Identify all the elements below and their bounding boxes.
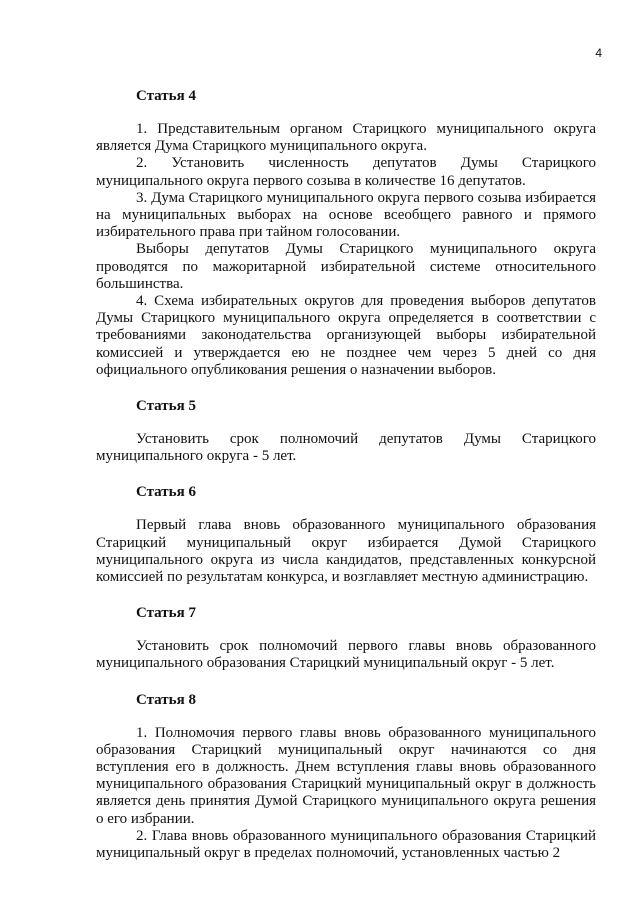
paragraph: 1. Представительным органом Старицкого муниципального округа является Дума Старицкого муниципального округа. <box>96 121 596 155</box>
page-number: 4 <box>595 46 602 60</box>
article-title: Статья 8 <box>136 691 196 708</box>
paragraph: 1. Полномочия первого главы вновь образованного муниципального образования Старицкий муниципальный округ начинаются со дня вступления его в должность. Днем вступления главы вновь образованного муниципального образования Старицкий муниципальный округ в должность является день принятия Думой Старицкого муниципального округа решения о его избрании. <box>96 724 596 827</box>
paragraph: 2. Установить численность депутатов Думы Старицкого муниципального округа первого созыва в количестве 16 депутатов. <box>96 155 596 189</box>
article-5 <box>96 398 596 465</box>
article-title: Статья 6 <box>136 484 196 501</box>
paragraph: Установить срок полномочий депутатов Думы Старицкого муниципального округа - 5 лет. <box>96 431 596 465</box>
article-7 <box>96 605 596 672</box>
paragraph: Установить срок полномочий первого главы вновь образованного муниципального образования Старицкий муниципальный округ - 5 лет. <box>96 638 596 672</box>
article-8 <box>96 692 596 863</box>
article-title: Статья 4 <box>136 88 196 104</box>
article-6 <box>96 484 596 586</box>
article-4 <box>96 88 596 379</box>
paragraph: Выборы депутатов Думы Старицкого муниципального округа проводятся по мажоритарной избирательной системе относительного большинства. <box>96 241 596 292</box>
paragraph: 4. Схема избирательных округов для проведения выборов депутатов Думы Старицкого муниципального округа определяется в соответствии с требованиями законодательства организующей выборы избирательной комиссией и утверждается ею не позднее чем через 5 дней со дня официального опубликования решения о назначении выборов. <box>96 293 596 378</box>
document-body <box>96 88 596 881</box>
article-title: Статья 5 <box>136 398 196 415</box>
article-title: Статья 7 <box>136 605 196 622</box>
paragraph: 2. Глава вновь образованного муниципального образования Старицкий муниципальный округ в пределах полномочий, установленных частью 2 <box>96 827 596 862</box>
paragraph: Первый глава вновь образованного муниципального образования Старицкий муниципальный округ избирается Думой Старицкого муниципального округа из числа кандидатов, представленных конкурсной комиссией по результатам конкурса, и возглавляет местную администрацию. <box>96 517 596 586</box>
paragraph: 3. Дума Старицкого муниципального округа первого созыва избирается на муниципальных выборах на основе всеобщего равного и прямого избирательного права при тайном голосовании. <box>96 189 596 241</box>
